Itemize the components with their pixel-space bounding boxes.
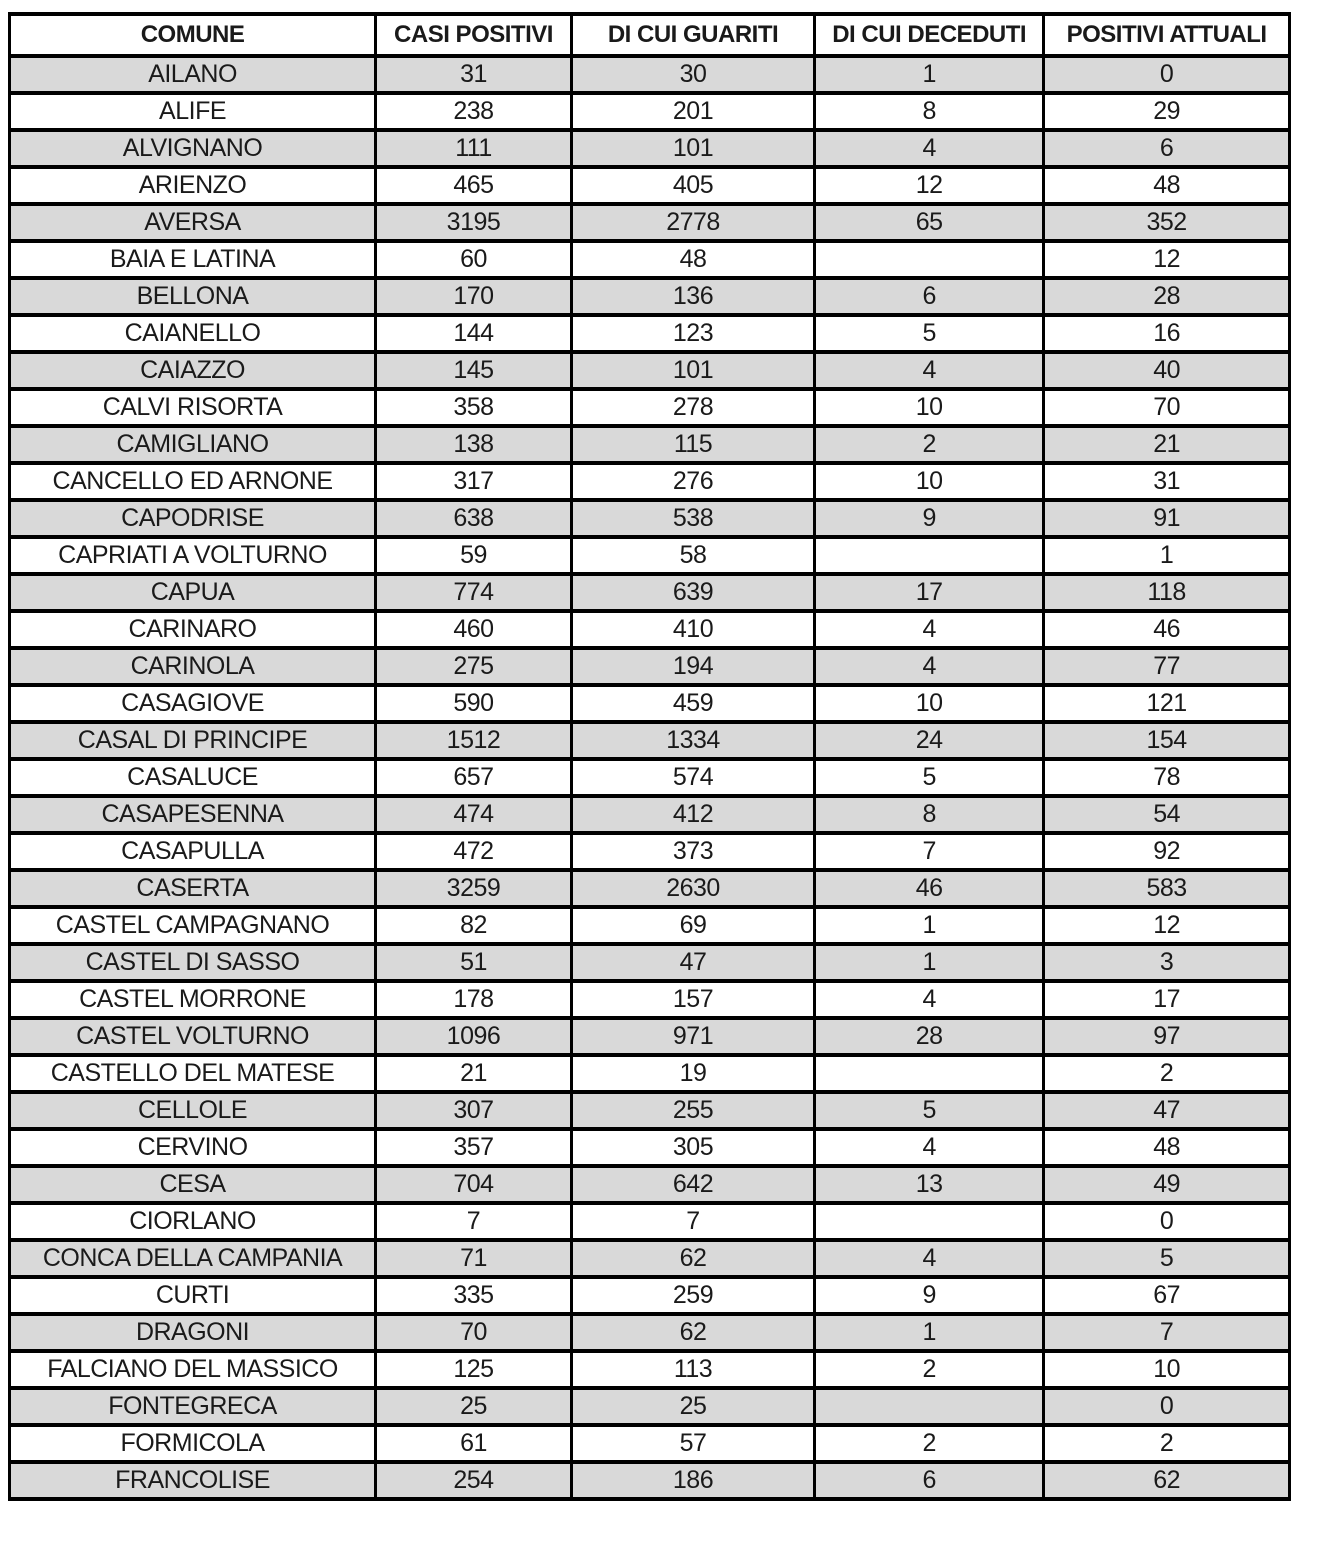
comune-cell: BELLONA	[10, 278, 376, 315]
table-row	[10, 1129, 1290, 1166]
value-cell: 17	[1044, 981, 1290, 1018]
table-row	[10, 1055, 1290, 1092]
value-cell: 1	[815, 907, 1044, 944]
value-cell: 3	[1044, 944, 1290, 981]
value-cell: 4	[815, 648, 1044, 685]
value-cell: 6	[1044, 130, 1290, 167]
value-cell: 12	[1044, 241, 1290, 278]
value-cell: 2	[815, 1351, 1044, 1388]
comune-cell: ALVIGNANO	[10, 130, 376, 167]
value-cell: 51	[376, 944, 572, 981]
value-cell: 2	[815, 1425, 1044, 1462]
value-cell: 65	[815, 204, 1044, 241]
table-row	[10, 130, 1290, 167]
value-cell: 31	[376, 56, 572, 93]
value-cell: 97	[1044, 1018, 1290, 1055]
value-cell: 2	[1044, 1055, 1290, 1092]
value-cell: 170	[376, 278, 572, 315]
table-row	[10, 204, 1290, 241]
value-cell: 1	[815, 56, 1044, 93]
value-cell: 9	[815, 1277, 1044, 1314]
comune-cell: CAIANELLO	[10, 315, 376, 352]
table-row	[10, 722, 1290, 759]
value-cell: 335	[376, 1277, 572, 1314]
value-cell	[815, 537, 1044, 574]
column-header: DI CUI DECEDUTI	[815, 14, 1044, 56]
value-cell: 91	[1044, 500, 1290, 537]
value-cell: 774	[376, 574, 572, 611]
value-cell: 12	[815, 167, 1044, 204]
table-row	[10, 389, 1290, 426]
table-row	[10, 833, 1290, 870]
value-cell: 40	[1044, 352, 1290, 389]
value-cell: 410	[571, 611, 814, 648]
value-cell: 4	[815, 981, 1044, 1018]
value-cell: 7	[571, 1203, 814, 1240]
value-cell: 48	[1044, 1129, 1290, 1166]
value-cell: 7	[376, 1203, 572, 1240]
value-cell: 276	[571, 463, 814, 500]
table-row	[10, 167, 1290, 204]
value-cell: 352	[1044, 204, 1290, 241]
value-cell: 255	[571, 1092, 814, 1129]
value-cell: 28	[815, 1018, 1044, 1055]
comune-cell: CASAPULLA	[10, 833, 376, 870]
value-cell: 13	[815, 1166, 1044, 1203]
value-cell: 278	[571, 389, 814, 426]
value-cell: 178	[376, 981, 572, 1018]
value-cell: 19	[571, 1055, 814, 1092]
value-cell: 5	[815, 759, 1044, 796]
comune-cell: CASTEL VOLTURNO	[10, 1018, 376, 1055]
table-row	[10, 463, 1290, 500]
value-cell: 254	[376, 1462, 572, 1499]
value-cell	[815, 241, 1044, 278]
comune-cell: CURTI	[10, 1277, 376, 1314]
value-cell: 1096	[376, 1018, 572, 1055]
value-cell: 474	[376, 796, 572, 833]
value-cell: 70	[1044, 389, 1290, 426]
value-cell: 67	[1044, 1277, 1290, 1314]
table-row	[10, 537, 1290, 574]
table-row	[10, 759, 1290, 796]
value-cell: 3259	[376, 870, 572, 907]
value-cell: 0	[1044, 56, 1290, 93]
value-cell: 48	[571, 241, 814, 278]
value-cell: 61	[376, 1425, 572, 1462]
value-cell: 10	[815, 389, 1044, 426]
value-cell: 5	[815, 315, 1044, 352]
value-cell: 145	[376, 352, 572, 389]
comune-cell: CARINARO	[10, 611, 376, 648]
value-cell: 46	[1044, 611, 1290, 648]
value-cell: 17	[815, 574, 1044, 611]
value-cell: 459	[571, 685, 814, 722]
value-cell: 71	[376, 1240, 572, 1277]
table-row	[10, 1462, 1290, 1499]
value-cell: 971	[571, 1018, 814, 1055]
value-cell: 7	[1044, 1314, 1290, 1351]
comune-cell: CALVI RISORTA	[10, 389, 376, 426]
value-cell: 16	[1044, 315, 1290, 352]
value-cell: 1334	[571, 722, 814, 759]
table-row	[10, 93, 1290, 130]
value-cell: 5	[1044, 1240, 1290, 1277]
comune-cell: CASTEL MORRONE	[10, 981, 376, 1018]
table-row	[10, 1240, 1290, 1277]
value-cell: 305	[571, 1129, 814, 1166]
value-cell: 46	[815, 870, 1044, 907]
value-cell: 144	[376, 315, 572, 352]
value-cell: 115	[571, 426, 814, 463]
comune-cell: CASTEL CAMPAGNANO	[10, 907, 376, 944]
value-cell: 29	[1044, 93, 1290, 130]
table-row	[10, 1166, 1290, 1203]
table-row	[10, 907, 1290, 944]
value-cell: 111	[376, 130, 572, 167]
table-row	[10, 1314, 1290, 1351]
value-cell: 574	[571, 759, 814, 796]
value-cell	[815, 1203, 1044, 1240]
table-row	[10, 1018, 1290, 1055]
value-cell: 358	[376, 389, 572, 426]
comune-cell: CERVINO	[10, 1129, 376, 1166]
comune-cell: FONTEGRECA	[10, 1388, 376, 1425]
table-row	[10, 1388, 1290, 1425]
value-cell: 10	[815, 463, 1044, 500]
value-cell: 21	[1044, 426, 1290, 463]
value-cell: 10	[1044, 1351, 1290, 1388]
table-row	[10, 278, 1290, 315]
value-cell: 373	[571, 833, 814, 870]
value-cell: 4	[815, 352, 1044, 389]
value-cell: 639	[571, 574, 814, 611]
comune-cell: BAIA E LATINA	[10, 241, 376, 278]
table-row	[10, 1351, 1290, 1388]
table-row	[10, 870, 1290, 907]
value-cell: 125	[376, 1351, 572, 1388]
value-cell: 4	[815, 611, 1044, 648]
comune-cell: CASTEL DI SASSO	[10, 944, 376, 981]
column-header: POSITIVI ATTUALI	[1044, 14, 1290, 56]
comune-cell: CAMIGLIANO	[10, 426, 376, 463]
value-cell: 186	[571, 1462, 814, 1499]
value-cell: 138	[376, 426, 572, 463]
value-cell: 7	[815, 833, 1044, 870]
comune-cell: FORMICOLA	[10, 1425, 376, 1462]
value-cell: 24	[815, 722, 1044, 759]
value-cell: 0	[1044, 1388, 1290, 1425]
value-cell: 2	[815, 426, 1044, 463]
table-row	[10, 426, 1290, 463]
value-cell: 154	[1044, 722, 1290, 759]
value-cell: 583	[1044, 870, 1290, 907]
comune-cell: CONCA DELLA CAMPANIA	[10, 1240, 376, 1277]
table-row	[10, 56, 1290, 93]
value-cell: 3195	[376, 204, 572, 241]
comune-cell: CAPUA	[10, 574, 376, 611]
value-cell: 1	[1044, 537, 1290, 574]
value-cell: 70	[376, 1314, 572, 1351]
comune-cell: CASAGIOVE	[10, 685, 376, 722]
value-cell: 357	[376, 1129, 572, 1166]
value-cell: 12	[1044, 907, 1290, 944]
value-cell: 62	[571, 1240, 814, 1277]
value-cell: 4	[815, 1129, 1044, 1166]
value-cell: 4	[815, 130, 1044, 167]
value-cell: 259	[571, 1277, 814, 1314]
value-cell: 5	[815, 1092, 1044, 1129]
value-cell: 58	[571, 537, 814, 574]
comune-cell: AVERSA	[10, 204, 376, 241]
value-cell: 59	[376, 537, 572, 574]
value-cell	[815, 1388, 1044, 1425]
header-row	[10, 14, 1290, 56]
value-cell: 123	[571, 315, 814, 352]
comune-cell: CASERTA	[10, 870, 376, 907]
table-row	[10, 241, 1290, 278]
value-cell: 412	[571, 796, 814, 833]
comune-cell: CAPODRISE	[10, 500, 376, 537]
value-cell: 118	[1044, 574, 1290, 611]
table-row	[10, 611, 1290, 648]
comune-cell: CASALUCE	[10, 759, 376, 796]
comune-cell: FRANCOLISE	[10, 1462, 376, 1499]
value-cell: 31	[1044, 463, 1290, 500]
value-cell: 2630	[571, 870, 814, 907]
table-row	[10, 1203, 1290, 1240]
comune-cell: AILANO	[10, 56, 376, 93]
value-cell: 638	[376, 500, 572, 537]
column-header: DI CUI GUARITI	[571, 14, 814, 56]
comune-cell: CAPRIATI A VOLTURNO	[10, 537, 376, 574]
value-cell: 101	[571, 130, 814, 167]
table-row	[10, 685, 1290, 722]
value-cell: 25	[376, 1388, 572, 1425]
table-body	[10, 56, 1290, 1499]
comune-cell: CESA	[10, 1166, 376, 1203]
comune-cell: CASAL DI PRINCIPE	[10, 722, 376, 759]
comune-cell: CASAPESENNA	[10, 796, 376, 833]
value-cell: 136	[571, 278, 814, 315]
table-row	[10, 944, 1290, 981]
value-cell: 49	[1044, 1166, 1290, 1203]
value-cell: 2778	[571, 204, 814, 241]
table-row	[10, 574, 1290, 611]
value-cell: 590	[376, 685, 572, 722]
table-row	[10, 981, 1290, 1018]
value-cell: 157	[571, 981, 814, 1018]
value-cell: 201	[571, 93, 814, 130]
value-cell: 101	[571, 352, 814, 389]
value-cell: 657	[376, 759, 572, 796]
comune-cell: CANCELLO ED ARNONE	[10, 463, 376, 500]
value-cell: 8	[815, 93, 1044, 130]
value-cell: 1512	[376, 722, 572, 759]
table-row	[10, 315, 1290, 352]
value-cell: 21	[376, 1055, 572, 1092]
value-cell: 121	[1044, 685, 1290, 722]
value-cell: 4	[815, 1240, 1044, 1277]
table-row	[10, 352, 1290, 389]
value-cell: 57	[571, 1425, 814, 1462]
value-cell: 6	[815, 1462, 1044, 1499]
value-cell: 194	[571, 648, 814, 685]
value-cell: 538	[571, 500, 814, 537]
comune-cell: CELLOLE	[10, 1092, 376, 1129]
table-row	[10, 796, 1290, 833]
comune-cell: DRAGONI	[10, 1314, 376, 1351]
value-cell: 460	[376, 611, 572, 648]
value-cell: 2	[1044, 1425, 1290, 1462]
covid-comuni-table	[8, 12, 1291, 1501]
value-cell: 77	[1044, 648, 1290, 685]
value-cell: 1	[815, 944, 1044, 981]
value-cell: 10	[815, 685, 1044, 722]
value-cell: 30	[571, 56, 814, 93]
value-cell: 69	[571, 907, 814, 944]
comune-cell: CAIAZZO	[10, 352, 376, 389]
value-cell: 307	[376, 1092, 572, 1129]
value-cell: 47	[1044, 1092, 1290, 1129]
value-cell: 62	[571, 1314, 814, 1351]
table-row	[10, 1277, 1290, 1314]
value-cell: 465	[376, 167, 572, 204]
value-cell: 6	[815, 278, 1044, 315]
comune-cell: ARIENZO	[10, 167, 376, 204]
value-cell: 8	[815, 796, 1044, 833]
value-cell: 48	[1044, 167, 1290, 204]
value-cell: 54	[1044, 796, 1290, 833]
value-cell: 1	[815, 1314, 1044, 1351]
table-row	[10, 1092, 1290, 1129]
comune-cell: ALIFE	[10, 93, 376, 130]
value-cell: 113	[571, 1351, 814, 1388]
value-cell: 25	[571, 1388, 814, 1425]
table-row	[10, 1425, 1290, 1462]
value-cell: 62	[1044, 1462, 1290, 1499]
comune-cell: FALCIANO DEL MASSICO	[10, 1351, 376, 1388]
column-header: COMUNE	[10, 14, 376, 56]
column-header: CASI POSITIVI	[376, 14, 572, 56]
value-cell: 405	[571, 167, 814, 204]
value-cell: 704	[376, 1166, 572, 1203]
value-cell: 238	[376, 93, 572, 130]
value-cell: 317	[376, 463, 572, 500]
value-cell: 78	[1044, 759, 1290, 796]
value-cell: 642	[571, 1166, 814, 1203]
value-cell: 60	[376, 241, 572, 278]
value-cell: 47	[571, 944, 814, 981]
value-cell: 28	[1044, 278, 1290, 315]
comune-cell: CIORLANO	[10, 1203, 376, 1240]
comune-cell: CASTELLO DEL MATESE	[10, 1055, 376, 1092]
value-cell: 472	[376, 833, 572, 870]
table-row	[10, 500, 1290, 537]
value-cell	[815, 1055, 1044, 1092]
value-cell: 92	[1044, 833, 1290, 870]
comune-cell: CARINOLA	[10, 648, 376, 685]
covid-comuni-table-container	[8, 12, 1291, 1501]
value-cell: 275	[376, 648, 572, 685]
value-cell: 9	[815, 500, 1044, 537]
value-cell: 82	[376, 907, 572, 944]
value-cell: 0	[1044, 1203, 1290, 1240]
table-row	[10, 648, 1290, 685]
